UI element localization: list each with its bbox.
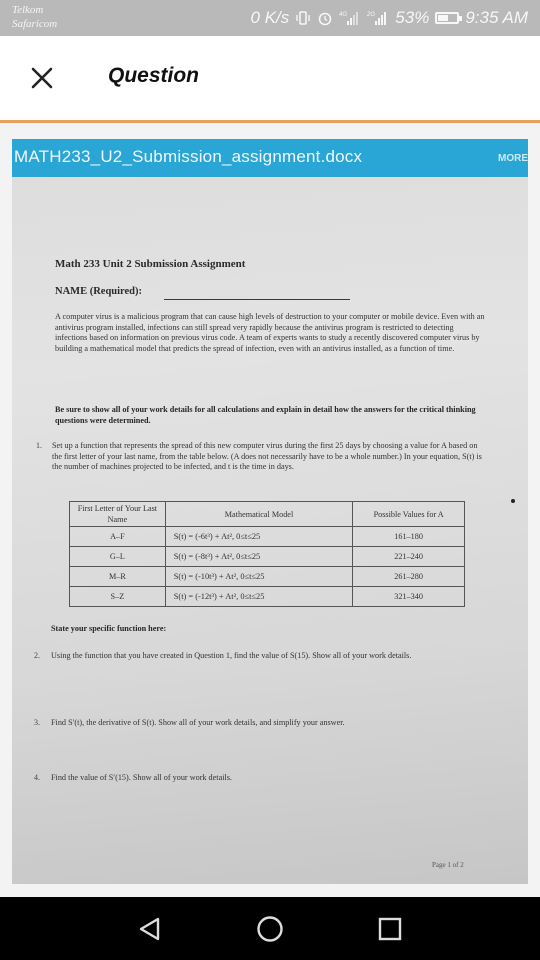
table-cell-model: S(t) = (-6t³) + At², 0≤t≤25 — [165, 527, 353, 547]
question-2-text: Using the function that you have created in Question 1, find the value of S(15). Show all of your work details. — [51, 651, 412, 660]
recents-square-icon — [372, 911, 408, 947]
question-4-number: 4. — [34, 773, 40, 782]
signal-icon-1 — [339, 10, 361, 26]
table-cell-model: S(t) = (-10t³) + At², 0≤t≤25 — [165, 567, 353, 587]
close-button[interactable] — [26, 62, 58, 94]
question-2-number: 2. — [34, 651, 40, 660]
question-3-text: Find S′(t), the derivative of S(t). Show all of your work details, and simplify your answer. — [51, 718, 345, 727]
battery-percent: 53% — [395, 8, 430, 27]
question-3-number: 3. — [34, 718, 40, 727]
table-cell-values: 321–340 — [353, 587, 465, 607]
stray-mark — [511, 499, 515, 503]
signal-icon-2 — [367, 10, 389, 26]
table-cell-letter: G–L — [70, 547, 166, 567]
question-1-text: Set up a function that represents the spread of this new computer virus during the first 25 days by choosing a value for A based on the first letter of your last name, from the table below. (A does not necessarily have to be a whole number.) In your equation, S(t) is the number of machines projected to be infected, and t is the time in days. — [52, 441, 482, 472]
clock: 9:35 AM — [465, 8, 528, 27]
status-icons — [251, 6, 528, 30]
more-button[interactable]: MORE — [498, 153, 528, 164]
document-file-name: MATH233_U2_Submission_assignment.docx — [14, 147, 363, 166]
table-header-values: Possible Values for A — [353, 502, 465, 527]
intro-paragraph: A computer virus is a malicious program that can cause high levels of destruction to your computer or mobile device. Even with an antivirus program installed, infections can still spread very rapidly because the antivirus program is restricted to detecting infections based on information on previous virus code. A team of experts wants to study a recently discovered computer virus by building a mathematical model that predicts the spread of infection, even with an antivirus installed, as a function of time. — [55, 312, 485, 353]
question-1-number: 1. — [36, 441, 42, 450]
page-title: Question — [108, 64, 200, 87]
network-type-label: 4G — [339, 12, 348, 18]
vibrate-icon — [295, 10, 311, 26]
battery-fill — [438, 15, 448, 21]
table-cell-values: 161–180 — [353, 527, 465, 547]
navigation-bar — [0, 897, 540, 960]
question-4-text: Find the value of S′(15). Show all of your work details. — [51, 773, 232, 782]
table-row — [70, 587, 465, 607]
home-circle-icon — [252, 911, 288, 947]
table-cell-values: 221–240 — [353, 547, 465, 567]
back-triangle-icon — [132, 911, 168, 947]
table-row — [70, 567, 465, 587]
name-label: NAME (Required): — [55, 286, 143, 297]
table-cell-letter: A–F — [70, 527, 166, 547]
table-cell-model: S(t) = (-12t³) + At², 0≤t≤25 — [165, 587, 353, 607]
table-cell-model: S(t) = (-8t³) + At², 0≤t≤25 — [165, 547, 353, 567]
values-table — [69, 501, 465, 607]
alarm-icon — [317, 10, 333, 26]
home-button[interactable] — [252, 911, 288, 947]
table-row — [70, 527, 465, 547]
carrier-line-2: Safaricom — [12, 18, 58, 30]
table-cell-letter: S–Z — [70, 587, 166, 607]
carrier-line-1: Telkom — [12, 4, 44, 16]
name-underline — [164, 299, 350, 300]
signal-2g-label: 2G — [367, 12, 376, 18]
table-header-letter: First Letter of Your Last Name — [70, 502, 166, 527]
question-image[interactable] — [0, 123, 540, 897]
battery-icon — [435, 12, 459, 24]
assignment-heading: Math 233 Unit 2 Submission Assignment — [55, 258, 246, 270]
carrier-label — [12, 3, 57, 31]
state-function-label: State your specific function here: — [51, 624, 167, 633]
table-cell-values: 261–280 — [353, 567, 465, 587]
recents-button[interactable] — [372, 911, 408, 947]
data-speed: 0 K/s — [250, 8, 290, 27]
document-header-bar — [12, 139, 528, 177]
document-photo — [12, 139, 528, 884]
table-header-model: Mathematical Model — [165, 502, 353, 527]
close-icon — [26, 62, 58, 94]
table-header-row — [70, 502, 465, 527]
status-bar — [0, 0, 540, 36]
instructions-paragraph: Be sure to show all of your work details for all calculations and explain in detail how the answers for the critical thinking questions were determined. — [55, 405, 476, 425]
app-bar — [0, 36, 540, 120]
document-page — [12, 177, 528, 884]
back-button[interactable] — [132, 911, 168, 947]
table-cell-letter: M–R — [70, 567, 166, 587]
page-number: Page 1 of 2 — [432, 861, 464, 869]
table-row — [70, 547, 465, 567]
